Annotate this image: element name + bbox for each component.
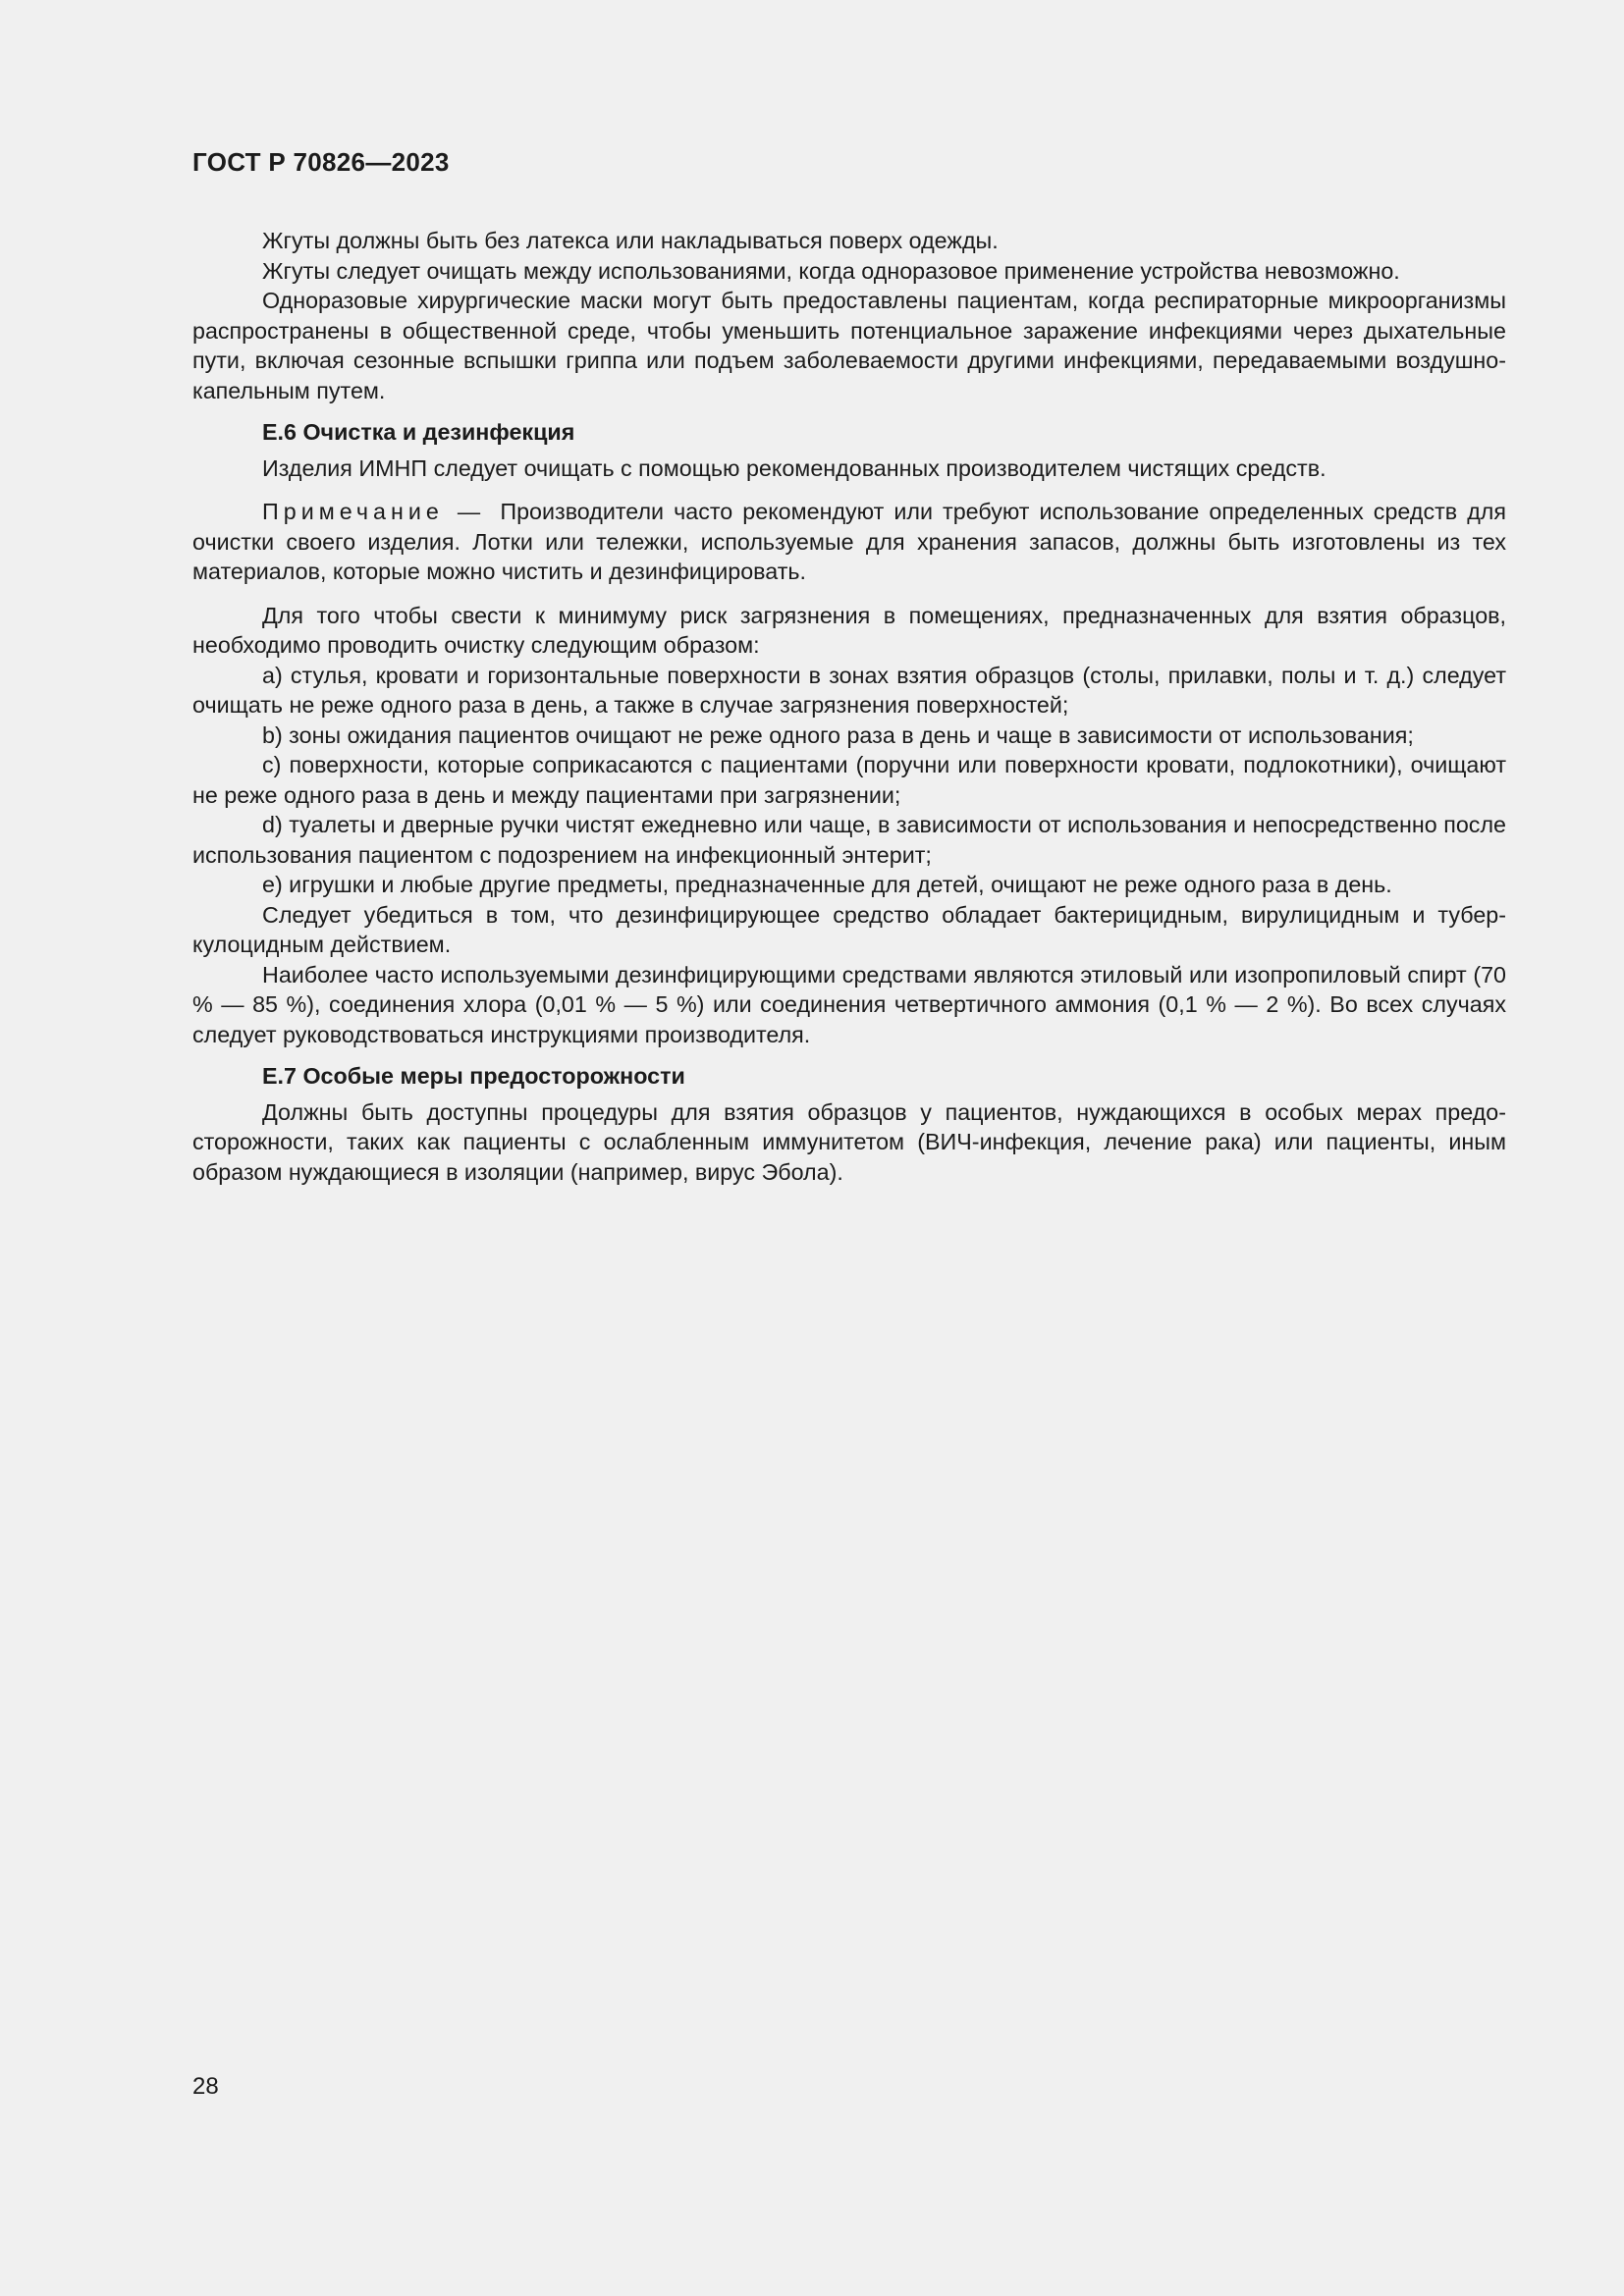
paragraph: Следует убедиться в том, что дезинфицирующее средство обладает бактерицидным, вирулицидным и туберкулоцидным действием. (192, 901, 1506, 957)
list-item: c) поверхности, которые соприкасаются с пациентами (поручни или поверхности кровати, подлокотники), очищают не реже одного раза в день и между пациентами при загрязнении; (192, 752, 1506, 808)
paragraph: Для того чтобы свести к минимуму риск загрязнения в помещениях, предназначенных для взятия образцов, необходимо проводить очистку следующим образом: (192, 602, 1506, 658)
list-item: e) игрушки и любые другие предметы, предназначенные для детей, очищают не реже одного раза в день. (262, 872, 1392, 897)
list-item: b) зоны ожидания пациентов очищают не реже одного раза в день и чаще в зависимости от использования; (262, 721, 1414, 748)
note-text: Производители часто рекомендуют или требуют использование определенных средств для очистки своего изделия. Лотки или тележки, используемые для хранения запасов, должны быть изготовлены из тех материалов, которые можно чистить и дезинфицировать. (192, 499, 1507, 584)
paragraph: Одноразовые хирургические маски могут быть предоставлены пациентам, когда респираторные микроорганизмы распространены в общественной среде, чтобы уменьшить потенциальное заражение инфекциями через дыхательные пути, включая сезонные вспышки гриппа или подъем заболеваемости другими инфекциями, передаваемыми воздушно-капельным путем. (192, 288, 1506, 403)
paragraph: Жгуты должны быть без латекса или накладываться поверх одежды. (262, 228, 999, 253)
list-item: a) стулья, кровати и горизонтальные поверхности в зонах взятия образцов (столы, прилавки, полы и т. д.) следует очищать не реже одного раза в день, а также в случае загрязнения поверхностей; (192, 662, 1506, 718)
paragraph: Изделия ИМНП следует очищать с помощью рекомендованных производителем чистящих средств. (262, 454, 1326, 481)
note-label: Примечание (262, 499, 444, 524)
page-number: 28 (192, 2073, 219, 2100)
paragraph: Жгуты следует очищать между использованиями, когда одноразовое применение устройства невозможно. (262, 257, 1400, 284)
list-item: d) туалеты и дверные ручки чистят ежедневно или чаще, в зависимости от использования и непосредственно после использования пациентом с подозрением на инфекционный энтерит; (192, 812, 1506, 868)
note-dash: — (457, 499, 481, 524)
note-paragraph (192, 497, 1506, 587)
paragraph: Должны быть доступны процедуры для взятия образцов у пациентов, нуждающихся в особых мерах предосторожности, таких как пациенты с ослабленным иммунитетом (ВИЧ-инфекция, лечение рака) или пациенты, иным образом нуждающиеся в изоляции (например, вирус Эбола). (192, 1098, 1506, 1185)
document-code-header: ГОСТ Р 70826—2023 (192, 147, 450, 177)
paragraph: Наиболее часто используемыми дезинфицирующими средствами являются этиловый или изопропиловый спирт (70 % — 85 %), соединения хлора (0,01 % — 5 %) или соединения четвертичного аммония (0,1 % — 2 %). Во всех случаях следует руководствоваться инструкциями производителя. (192, 961, 1506, 1047)
page-content (192, 226, 1506, 1187)
section-heading-e6: Е.6 Очистка и дезинфекция (262, 419, 575, 445)
section-heading-e7: Е.7 Особые меры предосторожности (262, 1063, 685, 1089)
